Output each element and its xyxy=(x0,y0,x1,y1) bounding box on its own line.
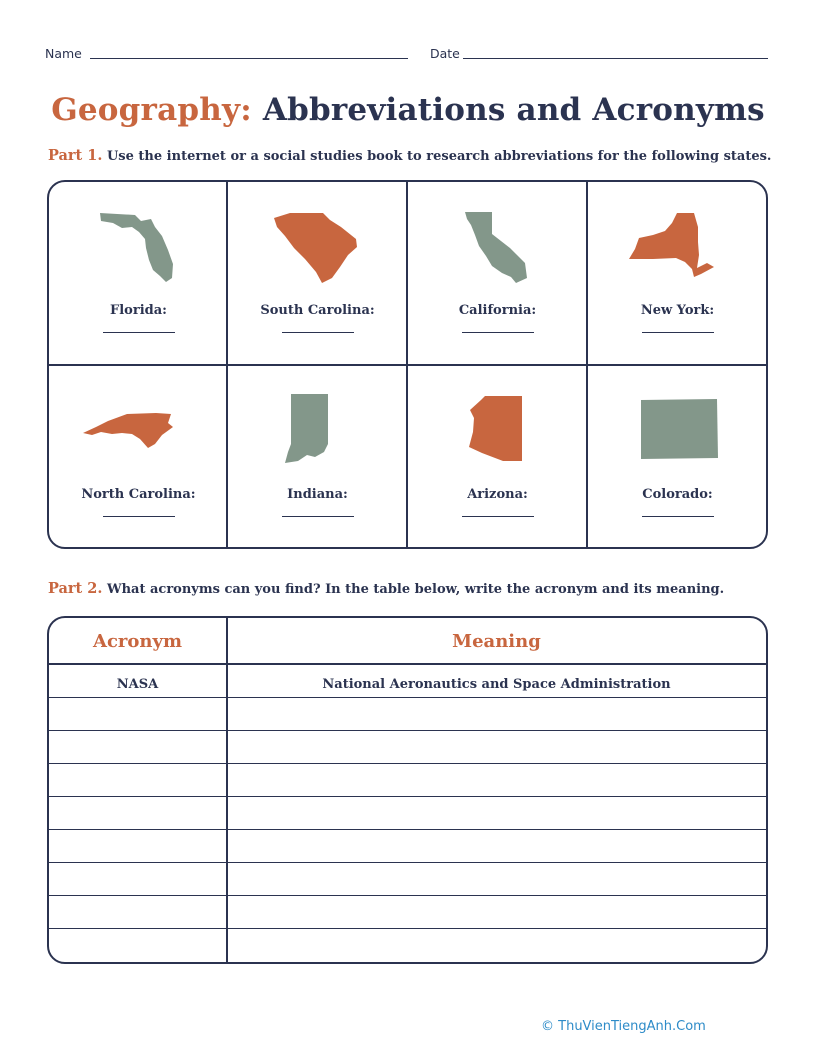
acronym-table xyxy=(47,616,768,964)
florida-map-icon xyxy=(49,182,228,292)
states-grid xyxy=(47,180,768,549)
state-name: Florida: xyxy=(110,303,167,318)
answer-blank[interactable] xyxy=(642,516,714,517)
answer-blank[interactable] xyxy=(282,332,354,333)
row-divider xyxy=(49,862,766,863)
indiana-map-icon xyxy=(228,366,407,476)
column-divider xyxy=(226,618,228,962)
state-name: New York: xyxy=(640,303,715,318)
footer-credit[interactable]: © ThuVienTiengAnh.Com xyxy=(541,1019,706,1034)
date-line xyxy=(463,58,768,59)
part1-text: Use the internet or a social studies book to research abbreviations for the following states. xyxy=(106,149,772,164)
state-name: Arizona: xyxy=(467,487,528,502)
answer-blank[interactable] xyxy=(103,332,175,333)
answer-blank[interactable] xyxy=(462,332,534,333)
header-divider xyxy=(49,663,766,665)
title-main: Abbreviations and Acronyms xyxy=(262,92,765,128)
page-title xyxy=(0,92,816,128)
state-cell-florida xyxy=(49,182,228,364)
answer-blank[interactable] xyxy=(462,516,534,517)
row-divider xyxy=(49,928,766,929)
part2-label: Part 2. xyxy=(48,580,103,597)
colorado-map-icon xyxy=(588,366,767,476)
row-divider xyxy=(49,730,766,731)
state-name: Colorado: xyxy=(642,487,713,502)
state-cell-indiana xyxy=(228,366,407,548)
name-field[interactable] xyxy=(45,46,410,61)
colorado-shape xyxy=(641,399,718,459)
answer-blank[interactable] xyxy=(103,516,175,517)
state-cell-colorado xyxy=(588,366,767,548)
name-label: Name xyxy=(45,46,82,61)
state-name: South Carolina: xyxy=(260,303,375,318)
state-name: North Carolina: xyxy=(81,487,196,502)
california-shape xyxy=(465,212,527,283)
date-field[interactable] xyxy=(430,46,770,61)
new-york-shape xyxy=(629,213,714,277)
row-divider xyxy=(49,796,766,797)
arizona-shape xyxy=(469,396,522,461)
arizona-map-icon xyxy=(408,366,587,476)
part2-text: What acronyms can you find? In the table below, write the acronym and its meaning. xyxy=(106,582,725,597)
indiana-shape xyxy=(285,394,328,463)
meaning-cell: National Aeronautics and Space Administration xyxy=(322,677,671,692)
date-label: Date xyxy=(430,46,460,61)
part1-instructions xyxy=(48,147,771,164)
state-name: Indiana: xyxy=(287,487,348,502)
south-carolina-shape xyxy=(274,213,357,283)
california-map-icon xyxy=(408,182,587,292)
row-divider xyxy=(49,763,766,764)
answer-blank[interactable] xyxy=(642,332,714,333)
north-carolina-map-icon xyxy=(49,366,228,476)
state-cell-new-york xyxy=(588,182,767,364)
north-carolina-shape xyxy=(83,413,173,448)
part1-label: Part 1. xyxy=(48,147,103,164)
acronym-cell: NASA xyxy=(116,677,159,692)
answer-blank[interactable] xyxy=(282,516,354,517)
florida-shape xyxy=(100,213,173,282)
acronym-header: Acronym xyxy=(92,631,182,652)
title-geography: Geography: xyxy=(51,92,252,128)
row-divider xyxy=(49,829,766,830)
state-name: California: xyxy=(458,303,537,318)
row-divider xyxy=(49,895,766,896)
state-cell-north-carolina xyxy=(49,366,228,548)
meaning-header: Meaning xyxy=(452,631,541,652)
state-cell-south-carolina xyxy=(228,182,407,364)
south-carolina-map-icon xyxy=(228,182,407,292)
part2-instructions xyxy=(48,580,724,597)
name-line xyxy=(90,58,408,59)
row-divider xyxy=(49,697,766,698)
state-cell-arizona xyxy=(408,366,587,548)
new-york-map-icon xyxy=(588,182,767,292)
state-cell-california xyxy=(408,182,587,364)
